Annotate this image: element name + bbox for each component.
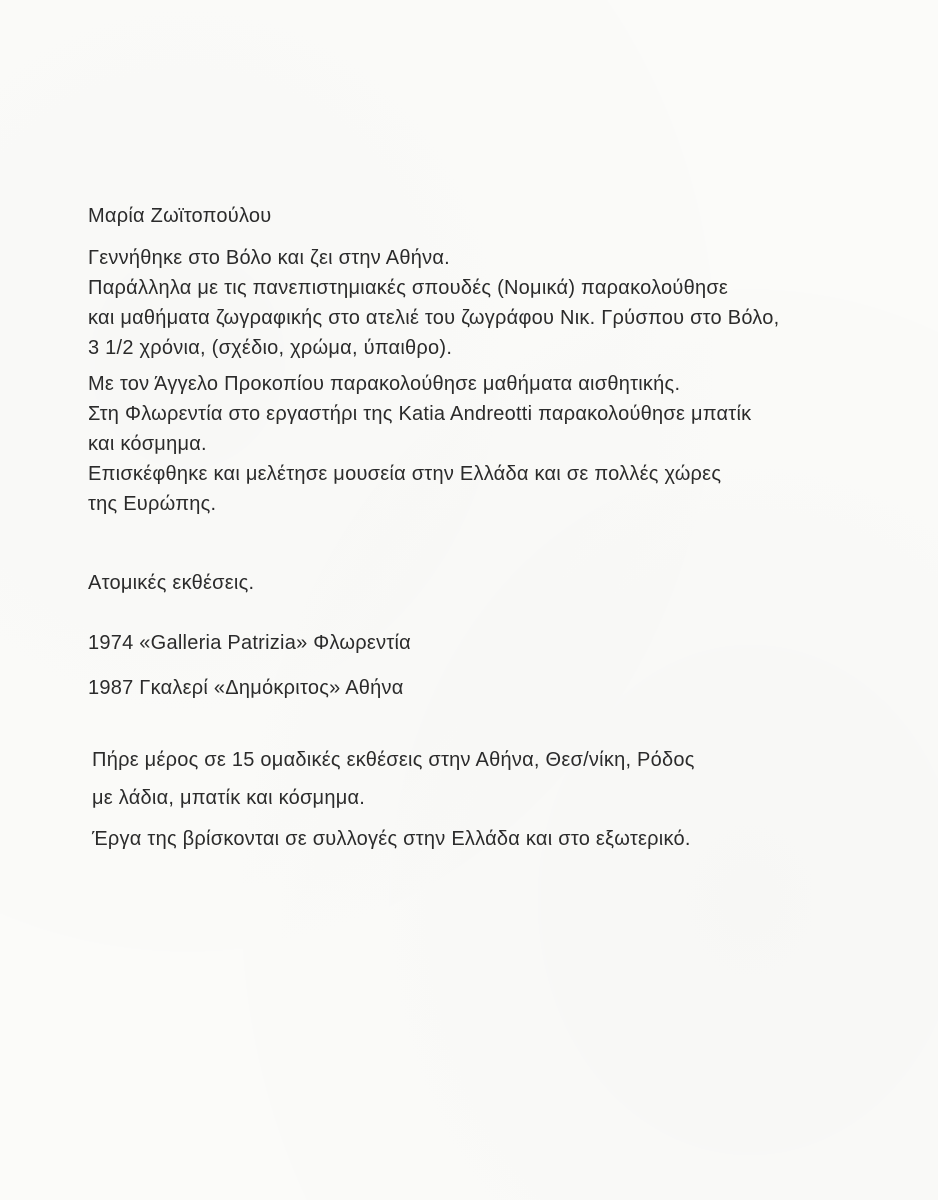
group-exhibitions-line: με λάδια, μπατίκ και κόσμημα. (92, 787, 366, 809)
bio-line: Γεννήθηκε στο Βόλο και ζει στην Αθήνα. (88, 247, 450, 269)
solo-exhibition-item: 1987 Γκαλερί «Δημόκριτος» Αθήνα (88, 677, 404, 699)
bio-line: Στη Φλωρεντία στο εργαστήρι της Katia Andreotti παρακολούθησε μπατίκ (88, 403, 752, 425)
artist-name: Μαρία Ζωϊτοπούλου (88, 205, 272, 227)
solo-exhibitions-heading: Ατομικές εκθέσεις. (88, 572, 255, 594)
bio-line: 3 1/2 χρόνια, (σχέδιο, χρώμα, ύπαιθρο). (88, 337, 453, 359)
group-exhibitions (92, 741, 892, 817)
solo-exhibition-item: 1974 «Galleria Patrizia» Φλωρεντία (88, 632, 411, 654)
bio-line: της Ευρώπης. (88, 493, 217, 515)
biography (88, 243, 888, 519)
group-exhibitions-line: Πήρε μέρος σε 15 ομαδικές εκθέσεις στην Αθήνα, Θεσ/νίκη, Ρόδος (92, 749, 695, 771)
bio-line: Με τον Άγγελο Προκοπίου παρακολούθησε μαθήματα αισθητικής. (88, 373, 681, 395)
bio-line: Επισκέφθηκε και μελέτησε μουσεία στην Ελλάδα και σε πολλές χώρες (88, 463, 722, 485)
collections-statement: Έργα της βρίσκονται σε συλλογές στην Ελλάδα και στο εξωτερικό. (92, 828, 691, 850)
bio-line: και κόσμημα. (88, 433, 207, 455)
bio-line: Παράλληλα με τις πανεπιστημιακές σπουδές (Νομικά) παρακολούθησε (88, 277, 729, 299)
bio-line: και μαθήματα ζωγραφικής στο ατελιέ του ζωγράφου Νικ. Γρύσπου στο Βόλο, (88, 307, 780, 329)
